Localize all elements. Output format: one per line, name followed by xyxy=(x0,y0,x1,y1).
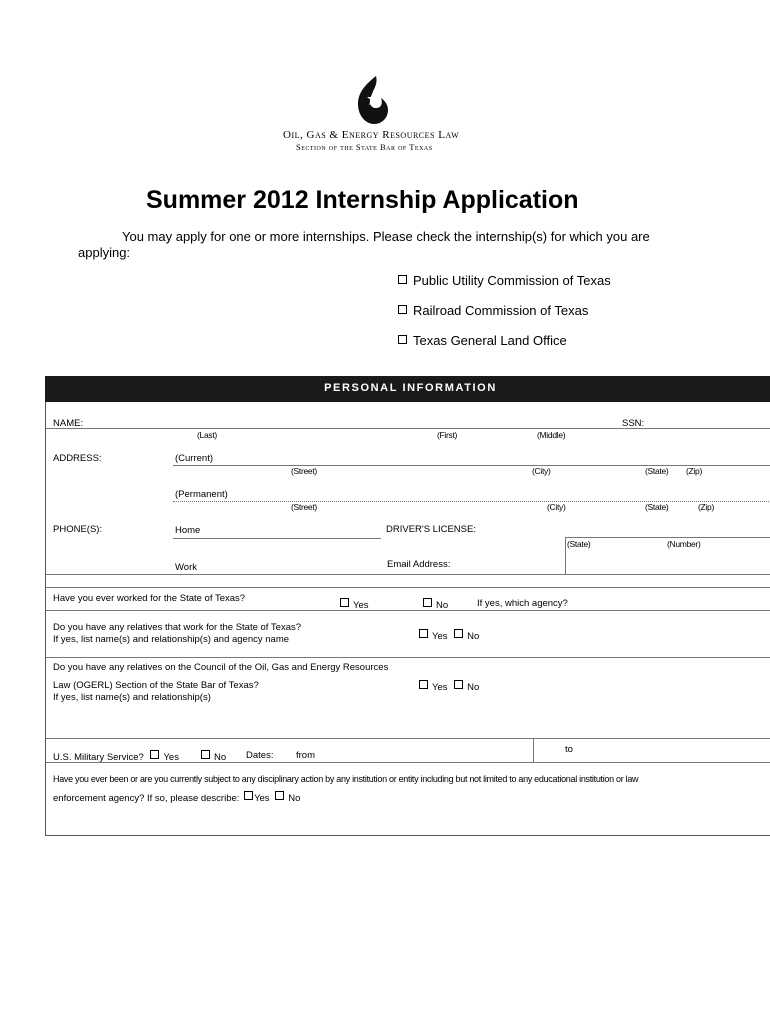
internship-label: Railroad Commission of Texas xyxy=(413,303,589,318)
military-label: U.S. Military Service? xyxy=(53,752,144,763)
current-caption: (Current) xyxy=(175,453,214,464)
zip-caption: (Zip) xyxy=(698,502,714,512)
org-subtitle: Section of the State Bar of Texas xyxy=(296,142,433,152)
dl-state-caption: (State) xyxy=(567,539,591,549)
work-phone-label: Work xyxy=(175,562,197,573)
state-caption: (State) xyxy=(645,466,669,476)
to-label: to xyxy=(565,744,573,755)
internship-option-puc[interactable] xyxy=(398,273,611,288)
row-divider xyxy=(46,762,770,763)
personal-information-form xyxy=(45,376,770,836)
row-divider xyxy=(46,738,770,739)
checkbox-icon[interactable] xyxy=(275,791,284,800)
worked-yes-option[interactable]: Yes xyxy=(340,598,369,611)
discipline-yes[interactable]: Yes xyxy=(254,793,270,804)
checkbox-icon[interactable] xyxy=(423,598,432,607)
flame-star-logo-icon xyxy=(354,74,394,128)
checkbox-icon[interactable] xyxy=(244,791,253,800)
last-caption: (Last) xyxy=(197,430,217,440)
dates-label: Dates: xyxy=(246,750,274,761)
internship-label: Public Utility Commission of Texas xyxy=(413,273,611,288)
checkbox-icon[interactable] xyxy=(454,629,463,638)
council-yes-no[interactable]: Yes No xyxy=(419,680,479,693)
ssn-label: SSN: xyxy=(622,418,645,429)
checkbox-icon[interactable] xyxy=(454,680,463,689)
q-worked-for-state: Have you ever worked for the State of Texas? xyxy=(53,593,246,604)
q-relatives-line-2: If yes, list name(s) and relationship(s) and agency name xyxy=(53,634,290,645)
current-address-line[interactable] xyxy=(173,465,770,466)
relatives-yes-no[interactable]: Yes No xyxy=(419,629,479,642)
internship-option-glo[interactable] xyxy=(398,333,567,348)
drivers-license-label: DRIVER'S LICENSE: xyxy=(386,524,476,535)
q-discipline-line-2: enforcement agency? If so, please describe: Yes No xyxy=(53,793,301,804)
q-council-line-1: Do you have any relatives on the Council of the Oil, Gas and Energy Resources xyxy=(53,662,389,673)
discipline-no[interactable]: No xyxy=(288,793,301,804)
checkbox-icon[interactable] xyxy=(340,598,349,607)
phones-bottom-line xyxy=(46,574,770,575)
section-title: PERSONAL INFORMATION xyxy=(324,382,497,394)
q-relatives-line-1: Do you have any relatives that work for the State of Texas? xyxy=(53,622,302,633)
first-caption: (First) xyxy=(437,430,458,440)
checkbox-icon[interactable] xyxy=(419,680,428,689)
name-label: NAME: xyxy=(53,418,84,429)
checkbox-icon[interactable] xyxy=(398,305,407,314)
middle-caption: (Middle) xyxy=(537,430,566,440)
internship-label: Texas General Land Office xyxy=(413,333,567,348)
state-caption: (State) xyxy=(645,502,669,512)
military-yes[interactable]: Yes xyxy=(163,752,179,763)
military-no-option[interactable]: No xyxy=(201,750,226,763)
org-logo xyxy=(354,74,394,128)
city-caption: (City) xyxy=(532,466,551,476)
city-caption: (City) xyxy=(547,502,566,512)
which-agency-label: If yes, which agency? xyxy=(477,598,568,609)
row-divider xyxy=(46,657,770,658)
q-discipline-line-1: Have you ever been or are you currently subject to any disciplinary action by any institution or entity including but not limited to any educational institution or law xyxy=(53,774,639,784)
military-divider xyxy=(533,738,534,762)
street-caption: (Street) xyxy=(291,466,317,476)
zip-caption: (Zip) xyxy=(686,466,702,476)
section-header xyxy=(45,376,770,402)
row-divider xyxy=(46,587,770,588)
street-caption: (Street) xyxy=(291,502,317,512)
name-field-line[interactable] xyxy=(46,428,770,429)
org-name: Oil, Gas & Energy Resources Law xyxy=(283,129,460,141)
checkbox-icon[interactable] xyxy=(419,629,428,638)
address-label: ADDRESS: xyxy=(53,453,102,464)
drivers-license-line[interactable] xyxy=(565,537,770,538)
checkbox-icon[interactable] xyxy=(201,750,210,759)
home-phone-label: Home xyxy=(175,525,201,536)
dl-divider xyxy=(565,537,566,574)
internship-option-rrc[interactable] xyxy=(398,303,588,318)
permanent-address-line[interactable] xyxy=(173,501,770,502)
page-title: Summer 2012 Internship Application xyxy=(146,186,579,214)
row-divider xyxy=(46,610,770,611)
q-council-line-2: Law (OGERL) Section of the State Bar of Texas? xyxy=(53,680,259,691)
home-phone-line[interactable] xyxy=(173,538,381,539)
dl-number-caption: (Number) xyxy=(667,539,701,549)
email-label: Email Address: xyxy=(387,559,451,570)
checkbox-icon[interactable] xyxy=(150,750,159,759)
intro-line-2: applying: xyxy=(78,245,131,260)
from-label: from xyxy=(296,750,315,761)
checkbox-icon[interactable] xyxy=(398,335,407,344)
intro-line-1: You may apply for one or more internships. Please check the internship(s) for which you are xyxy=(122,229,650,244)
checkbox-icon[interactable] xyxy=(398,275,407,284)
worked-no-option[interactable]: No xyxy=(423,598,448,611)
q-council-line-3: If yes, list name(s) and relationship(s) xyxy=(53,692,211,703)
permanent-caption: (Permanent) xyxy=(175,489,228,500)
phones-label: PHONE(S): xyxy=(53,524,103,535)
